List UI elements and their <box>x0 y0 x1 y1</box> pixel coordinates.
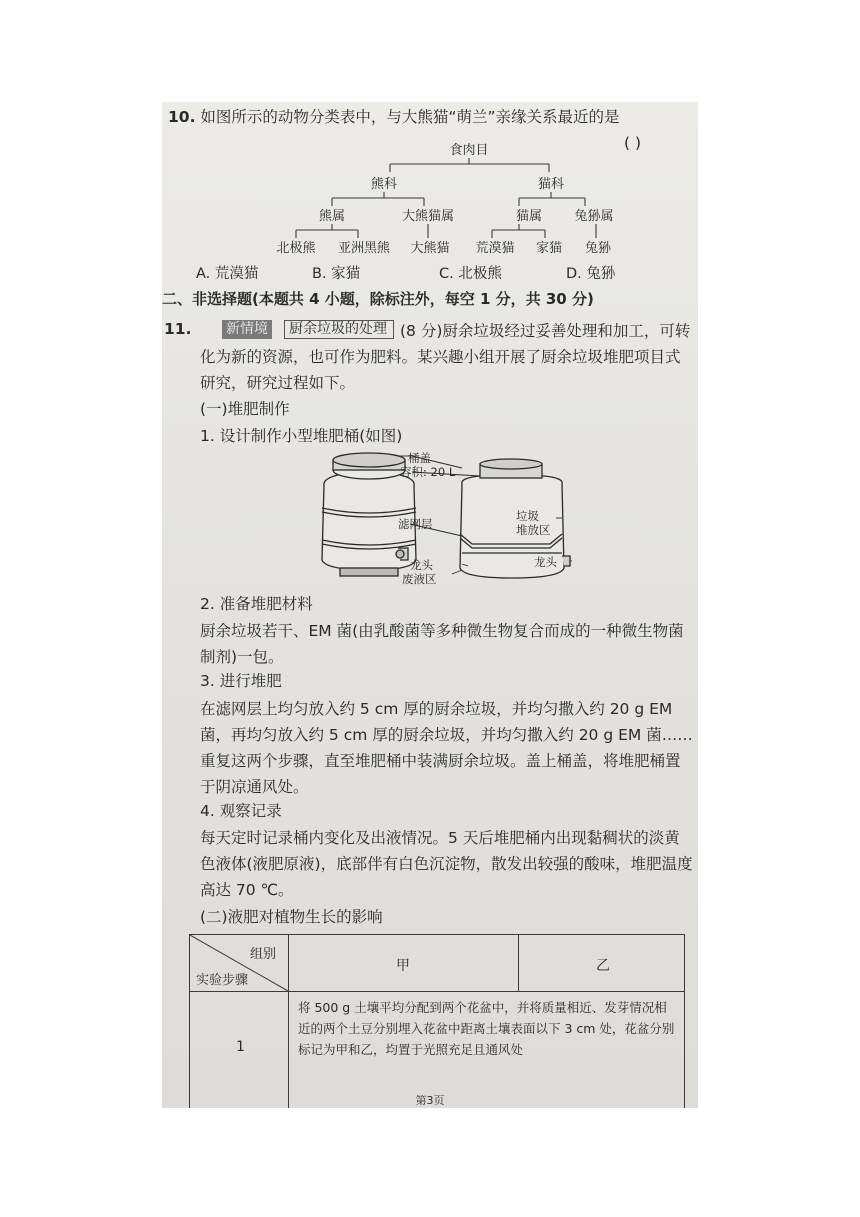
section-heading: 二、非选择题(本题共 4 小题，除标注外，每空 1 分，共 30 分) <box>162 290 594 308</box>
figure-label-tap: 龙头 <box>534 555 557 569</box>
figure-label-liquid-area: 废液区 <box>402 572 437 586</box>
option-d[interactable]: D. 兔狲 <box>566 266 616 282</box>
step-4-title: 4. 观察记录 <box>200 802 282 820</box>
question-11-intro: (8 分)厨余垃圾经过妥善处理和加工，可转化为新的资源，也可作为肥料。某兴趣小组开展了厨余垃圾堆肥项目式研究，研究过程如下。 <box>200 322 691 392</box>
topic-label: 厨余垃圾的处理 <box>284 320 394 339</box>
step-1-title: 1. 设计制作小型堆肥桶(如图) <box>200 427 403 445</box>
step-2-title: 2. 准备堆肥材料 <box>200 595 313 613</box>
table-corner-step-label: 实验步骤 <box>196 973 249 988</box>
step-3-text: 在滤网层上均匀放入约 5 cm 厚的厨余垃圾，并均匀撒入约 20 g EM 菌，再均匀放入约 5 cm 厚的厨余垃圾，并均匀撒入约 20 g EM 菌……重复这两个步骤，直至堆肥桶中装满厨余垃圾。盖上桶盖，将堆肥桶置于阴凉通风处。 <box>200 700 693 796</box>
figure-label-waste-area: 垃圾 <box>516 509 539 523</box>
table-row-step-number: 1 <box>236 1039 245 1055</box>
tree-node-genus: 猫属 <box>515 209 543 224</box>
table-corner-group-label: 组别 <box>250 947 277 962</box>
tree-node-genus: 兔狲属 <box>574 209 614 224</box>
question-number: 10. <box>168 108 196 126</box>
tree-node-root: 食肉目 <box>449 143 489 158</box>
figure-label-filter: 滤网层 <box>398 517 433 531</box>
question-text: 如图所示的动物分类表中，与大熊猫“萌兰”亲缘关系最近的是 <box>200 108 620 126</box>
figure-label-tap: 龙头 <box>410 558 433 572</box>
step-2-text: 厨余垃圾若干、EM 菌(由乳酸菌等多种微生物复合而成的一种微生物菌制剂)一包。 <box>200 622 684 666</box>
classification-tree-diagram <box>162 102 698 282</box>
page-number: 第3页 <box>415 1094 445 1107</box>
answer-parentheses: ( ) <box>624 134 642 152</box>
tree-node-species: 荒漠猫 <box>475 241 515 256</box>
option-a[interactable]: A. 荒漠猫 <box>196 266 259 282</box>
step-3-title: 3. 进行堆肥 <box>200 672 282 690</box>
experiment-table <box>189 934 685 1108</box>
tree-node-species: 家猫 <box>535 241 563 256</box>
tree-node-family: 猫科 <box>537 177 565 192</box>
figure-label-lid: 桶盖 <box>408 451 431 465</box>
option-b[interactable]: B. 家猫 <box>312 266 361 282</box>
tree-node-family: 熊科 <box>370 177 398 192</box>
tree-node-species: 北极熊 <box>276 241 316 256</box>
tree-node-genus: 熊属 <box>318 209 346 224</box>
exam-page <box>162 102 698 1108</box>
part-two-heading: (二)液肥对植物生长的影响 <box>200 908 383 926</box>
figure-label-waste-area: 堆放区 <box>516 523 551 537</box>
table-header-group-b: 乙 <box>596 958 610 974</box>
tree-node-species: 大熊猫 <box>410 241 450 256</box>
new-context-badge: 新情境 <box>222 320 272 339</box>
part-one-heading: (一)堆肥制作 <box>200 400 290 418</box>
option-c[interactable]: C. 北极熊 <box>439 266 502 282</box>
table-row-step-text: 将 500 g 土壤平均分配到两个花盆中，并将质量相近、发芽情况相近的两个土豆分别埋入花盆中距离土壤表面以下 3 cm 处，花盆分别标记为甲和乙，均置于光照充足且通风处 <box>298 1000 675 1057</box>
tree-node-genus: 大熊猫属 <box>401 209 455 224</box>
table-header-group-a: 甲 <box>396 958 410 974</box>
tree-node-species: 兔狲 <box>584 241 612 256</box>
question-number: 11. <box>164 320 192 338</box>
step-4-text: 每天定时记录桶内变化及出液情况。5 天后堆肥桶内出现黏稠状的淡黄色液体(液肥原液)，底部伴有白色沉淀物，散发出较强的酸味，堆肥温度高达 70 ℃。 <box>200 829 693 899</box>
figure-label-volume: 容积: 20 L <box>400 465 456 479</box>
tree-node-species: 亚洲黑熊 <box>337 241 391 256</box>
